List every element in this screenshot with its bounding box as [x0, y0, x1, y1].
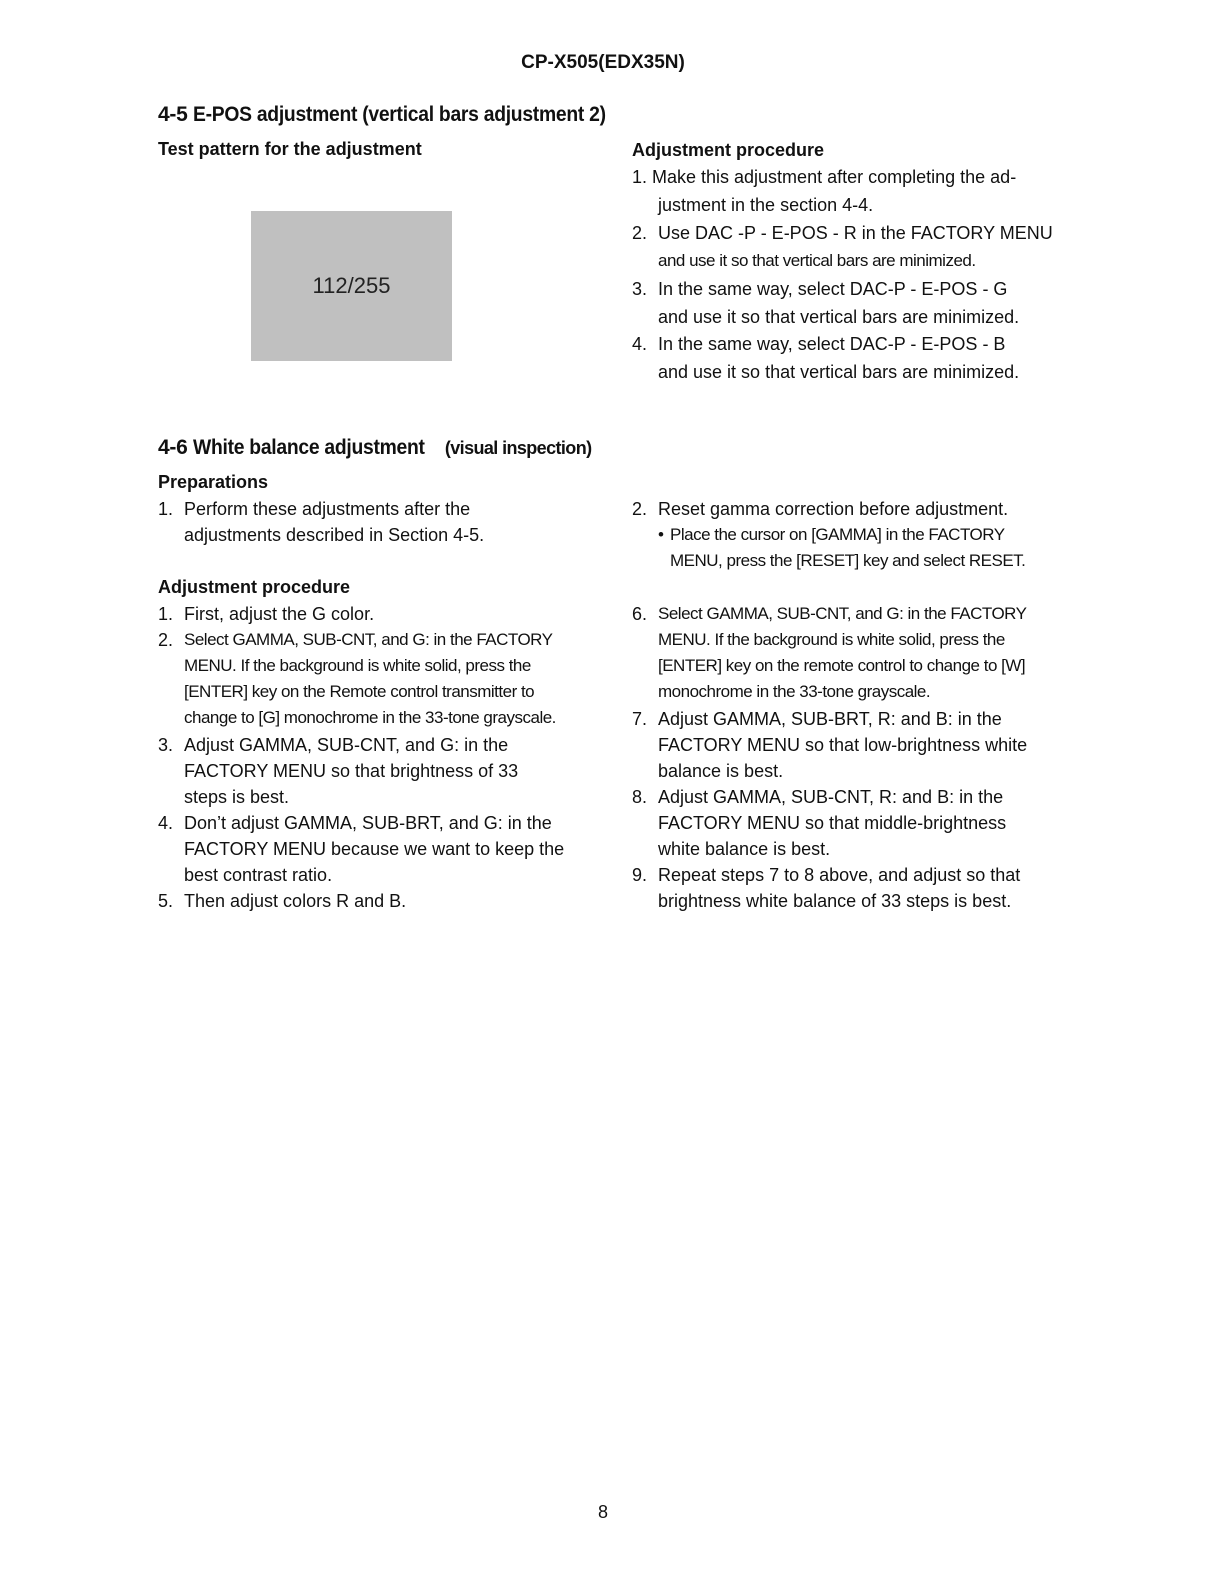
step-text: Repeat steps 7 to 8 above, and adjust so that: [658, 865, 1021, 885]
step-number: 5.: [158, 891, 174, 911]
procedure-heading-4-6: Adjustment procedure: [158, 577, 351, 597]
step-number: 3.: [632, 279, 648, 299]
bullet-text: Place the cursor on [GAMMA] in the FACTORY: [670, 525, 1005, 544]
step-text: FACTORY MENU so that low-brightness white: [658, 735, 1028, 755]
step-number: 2.: [158, 630, 174, 650]
step-text: Select GAMMA, SUB-CNT, and G: in the FACTORY: [184, 630, 553, 649]
section-4-5-title: E-POS adjustment (vertical bars adjustment 2): [193, 103, 606, 126]
step-text: In the same way, select DAC-P - E-POS - B: [658, 334, 1006, 354]
step-text: Use DAC -P - E-POS - R in the FACTORY MENU: [658, 223, 1053, 243]
step-text: brightness white balance of 33 steps is best.: [658, 891, 1012, 911]
step-number: 9.: [632, 865, 648, 885]
step-text: FACTORY MENU so that brightness of 33: [184, 761, 519, 781]
step-text: justment in the section 4-4.: [658, 195, 874, 215]
step-number: 3.: [158, 735, 174, 755]
document-model-title: CP-X505(EDX35N): [521, 52, 685, 73]
step-text: best contrast ratio.: [184, 865, 333, 885]
step-number: 4.: [158, 813, 174, 833]
step-text: and use it so that vertical bars are minimized.: [658, 251, 976, 270]
step-text: Adjust GAMMA, SUB-CNT, R: and B: in the: [658, 787, 1004, 807]
bullet-text: MENU, press the [RESET] key and select RESET.: [670, 551, 1026, 570]
bullet-icon: •: [658, 525, 664, 544]
test-pattern-label: 112/255: [312, 273, 391, 298]
step-number: 2.: [632, 223, 648, 243]
step-text: steps is best.: [184, 787, 290, 807]
step-text: Adjust GAMMA, SUB-CNT, and G: in the: [184, 735, 509, 755]
step-text: Select GAMMA, SUB-CNT, and G: in the FACTORY: [658, 604, 1027, 623]
step-text: FACTORY MENU because we want to keep the: [184, 839, 565, 859]
step-text: Make this adjustment after completing the ad-: [652, 167, 1017, 187]
step-text: Adjust GAMMA, SUB-BRT, R: and B: in the: [658, 709, 1002, 729]
step-number: 6.: [632, 604, 648, 624]
step-text: [ENTER] key on the remote control to change to [W]: [658, 656, 1026, 675]
procedure-heading-4-5: Adjustment procedure: [632, 140, 825, 160]
step-text: Don’t adjust GAMMA, SUB-BRT, and G: in the: [184, 813, 552, 833]
step-text: and use it so that vertical bars are minimized.: [658, 307, 1020, 327]
step-text: and use it so that vertical bars are minimized.: [658, 362, 1020, 382]
section-4-5-heading: [158, 103, 642, 127]
section-4-6-title: White balance adjustment: [193, 436, 425, 459]
section-4-6-subtitle: (visual inspection): [444, 438, 592, 458]
step-text: change to [G] monochrome in the 33-tone grayscale.: [184, 708, 556, 727]
test-pattern-gray-box: [251, 211, 452, 361]
step-text: In the same way, select DAC-P - E-POS - G: [658, 279, 1008, 299]
step-text: Reset gamma correction before adjustment.: [658, 499, 1009, 519]
step-number: 4.: [632, 334, 648, 354]
step-number: 2.: [632, 499, 648, 519]
step-text: adjustments described in Section 4-5.: [184, 525, 485, 545]
page-number: 8: [597, 1502, 608, 1522]
step-number: 8.: [632, 787, 648, 807]
step-text: Then adjust colors R and B.: [184, 891, 407, 911]
section-4-6-number: 4-6: [158, 436, 188, 459]
step-text: MENU. If the background is white solid, press the: [658, 630, 1005, 649]
step-text: [ENTER] key on the Remote control transmitter to: [184, 682, 535, 701]
section-4-6-heading: [158, 436, 592, 460]
step-text: balance is best.: [658, 761, 784, 781]
step-text: MENU. If the background is white solid, press the: [184, 656, 531, 675]
step-number: 1.: [158, 604, 174, 624]
test-pattern-heading: Test pattern for the adjustment: [158, 139, 422, 159]
step-text: monochrome in the 33-tone grayscale.: [658, 682, 931, 701]
step-number: 1.: [632, 167, 648, 187]
step-number: 7.: [632, 709, 648, 729]
step-text: Perform these adjustments after the: [184, 499, 471, 519]
step-number: 1.: [158, 499, 174, 519]
section-4-5-number: 4-5: [158, 103, 188, 126]
step-text: First, adjust the G color.: [184, 604, 375, 624]
step-text: FACTORY MENU so that middle-brightness: [658, 813, 1007, 833]
preparations-heading: Preparations: [158, 472, 269, 492]
step-text: white balance is best.: [658, 839, 831, 859]
